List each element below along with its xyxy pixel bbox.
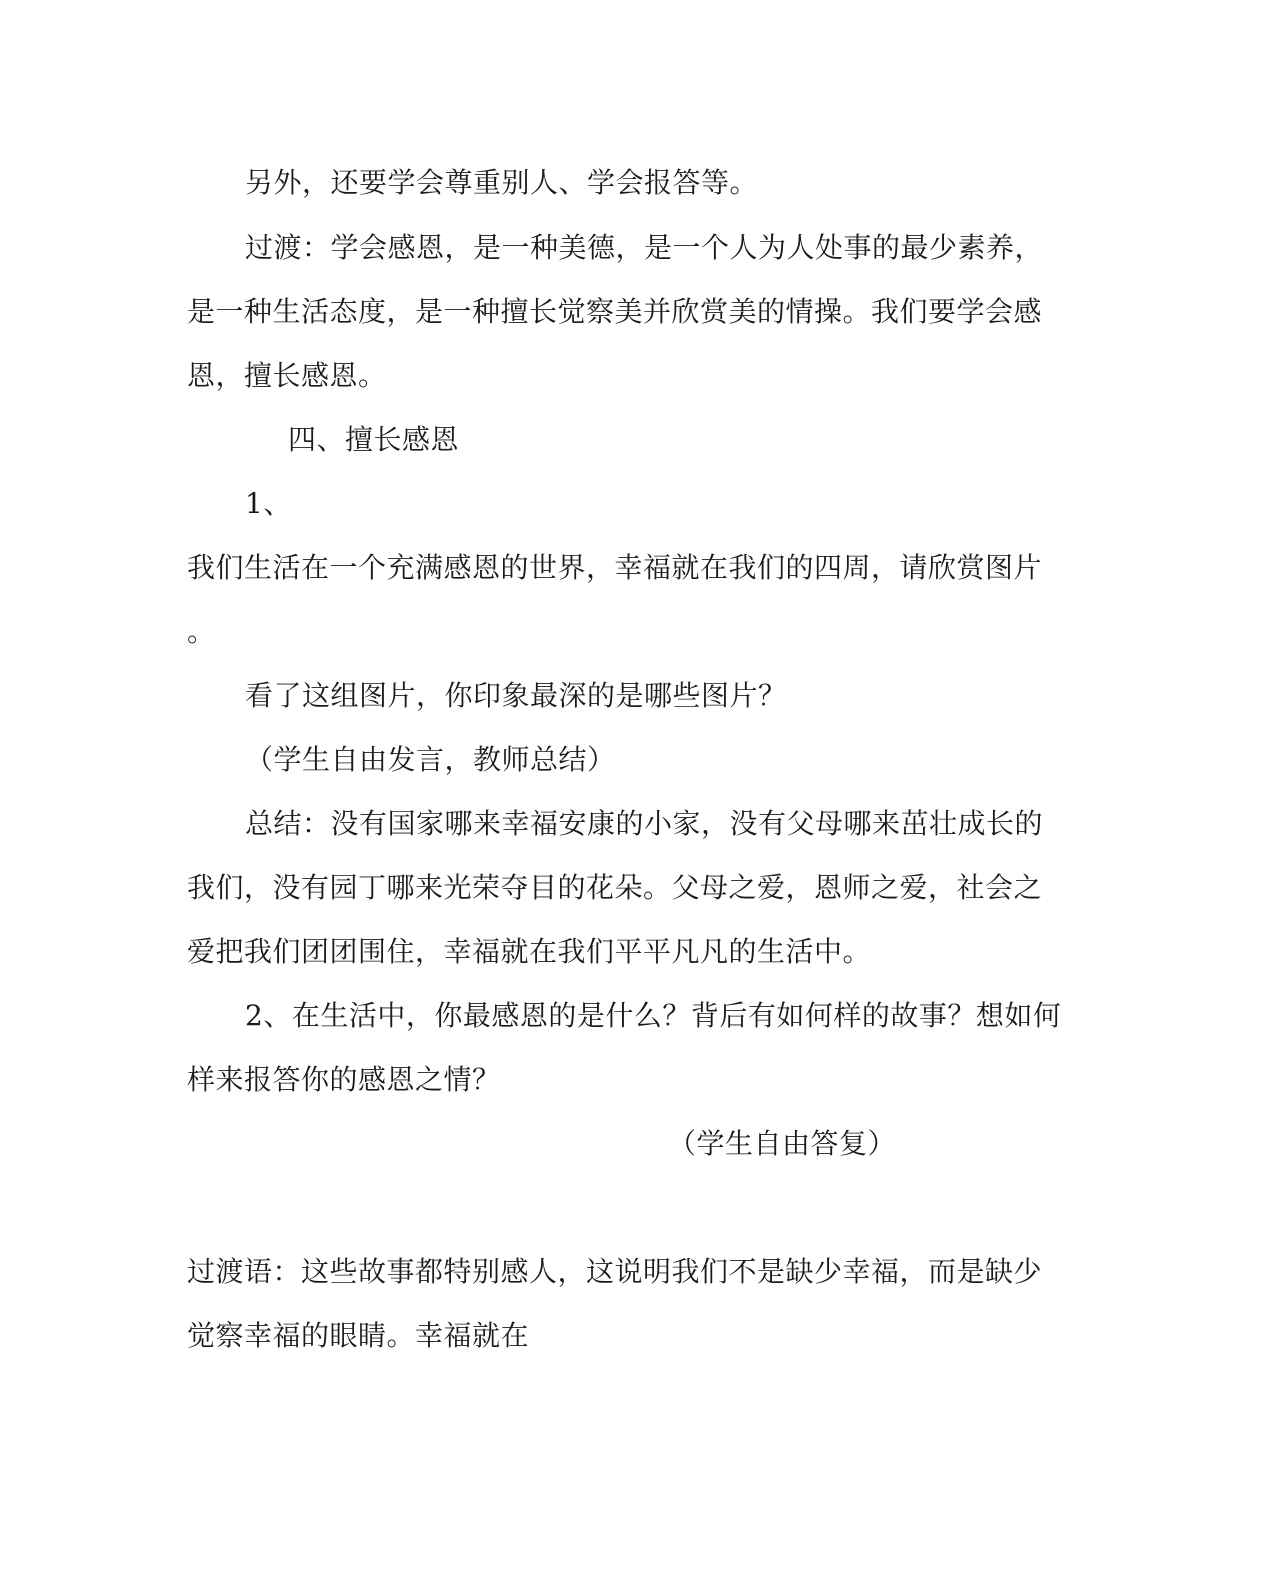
paragraph-line: 我们生活在一个充满感恩的世界，幸福就在我们的四周，请欣赏图片 (187, 551, 1043, 584)
paragraph-line: 我们，没有园丁哪来光荣夺目的花朵。父母之爱，恩师之爱，社会之 (187, 871, 1043, 904)
paragraph-line: 过渡：学会感恩，是一种美德，是一个人为人处事的最少素养， (245, 231, 1044, 264)
paragraph-line: 觉察幸福的眼睛。幸福就在 (187, 1319, 530, 1352)
paragraph-line: 总结：没有国家哪来幸福安康的小家，没有父母哪来茁壮成长的 (245, 807, 1044, 840)
paragraph-line: （学生自由答复） (668, 1127, 897, 1160)
paragraph-line: 过渡语：这些故事都特别感人，这说明我们不是缺少幸福，而是缺少 (187, 1255, 1043, 1288)
paragraph-line: 看了这组图片，你印象最深的是哪些图片？ (245, 679, 787, 712)
paragraph-line: 另外，还要学会尊重别人、学会报答等。 (245, 166, 759, 199)
paragraph-line: （学生自由发言，教师总结） (245, 743, 616, 776)
paragraph-line: 。 (187, 615, 216, 648)
section-heading: 四、擅长感恩 (288, 423, 460, 456)
list-number: 1、 (245, 487, 292, 520)
paragraph-line: 爱把我们团团围住，幸福就在我们平平凡凡的生活中。 (187, 935, 872, 968)
paragraph-line: 恩，擅长感恩。 (187, 359, 387, 392)
paragraph-line: 2、在生活中，你最感恩的是什么？背后有如何样的故事？想如何 (245, 999, 1062, 1032)
paragraph-line: 是一种生活态度，是一种擅长觉察美并欣赏美的情操。我们要学会感 (187, 295, 1043, 328)
paragraph-line: 样来报答你的感恩之情？ (187, 1063, 501, 1096)
